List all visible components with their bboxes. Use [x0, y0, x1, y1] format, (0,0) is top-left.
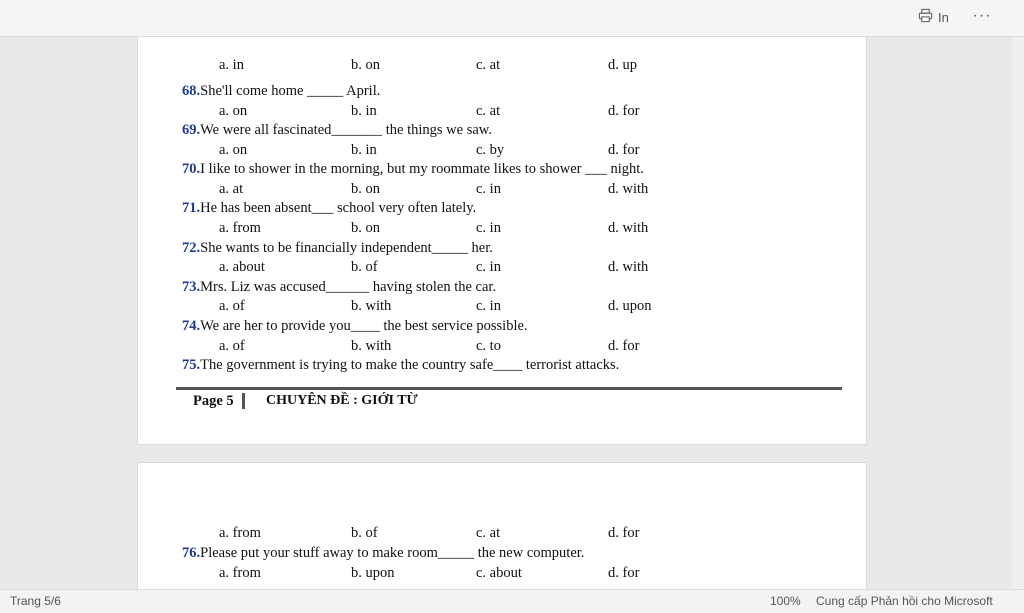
option-d: d. for [608, 103, 640, 119]
option-c: c. in [476, 181, 501, 197]
question-text: She'll come home _____ April. [200, 83, 381, 99]
option-c: c. to [476, 338, 501, 354]
question-text: He has been absent___ school very often lately. [200, 200, 477, 216]
question-73 [182, 277, 496, 297]
document-viewport[interactable] [0, 37, 1012, 589]
question-71 [182, 198, 476, 218]
option-b: b. on [351, 181, 380, 197]
option-a: a. on [219, 142, 248, 158]
option-a: a. from [219, 565, 261, 581]
more-options-button[interactable] [970, 4, 994, 28]
question-number: 68. [182, 83, 201, 99]
option-c: c. at [476, 57, 501, 73]
question-70 [182, 159, 644, 179]
option-c: c. by [476, 142, 505, 158]
question-number: 71. [182, 200, 201, 216]
option-d: d. for [608, 525, 640, 541]
option-b: b. with [351, 298, 392, 314]
option-d: d. for [608, 565, 640, 581]
question-text: The government is trying to make the country safe____ terrorist attacks. [200, 357, 620, 373]
vertical-scrollbar[interactable] [1012, 37, 1024, 589]
option-b: b. on [351, 57, 380, 73]
option-a: a. from [219, 220, 261, 236]
option-b: b. in [351, 103, 377, 119]
question-text: Mrs. Liz was accused______ having stolen the car. [200, 279, 497, 295]
option-b: b. of [351, 525, 378, 541]
option-b: b. in [351, 142, 377, 158]
option-d: d. with [608, 181, 649, 197]
option-d: d. with [608, 259, 649, 275]
question-number: 72. [182, 240, 201, 256]
question-number: 75. [182, 357, 201, 373]
zoom-level[interactable]: 100% [770, 594, 801, 608]
question-text: She wants to be financially independent_____ her. [200, 240, 493, 256]
print-button[interactable] [918, 6, 949, 28]
option-a: a. at [219, 181, 244, 197]
question-69 [182, 120, 492, 140]
question-number: 74. [182, 318, 201, 334]
question-68 [182, 81, 380, 101]
question-number: 70. [182, 161, 201, 177]
question-text: We were all fascinated_______ the things we saw. [200, 122, 492, 138]
option-d: d. for [608, 338, 640, 354]
option-a: a. of [219, 338, 245, 354]
question-72 [182, 238, 493, 258]
option-a: a. about [219, 259, 265, 275]
option-d: d. up [608, 57, 637, 73]
more-horizontal-icon: ··· [972, 7, 992, 24]
option-a: a. on [219, 103, 248, 119]
print-label: In [938, 9, 949, 25]
question-75 [182, 355, 619, 375]
footer-separator [242, 393, 245, 409]
option-c: c. in [476, 259, 501, 275]
question-text: Please put your stuff away to make room_____ the new computer. [200, 545, 585, 561]
option-d: d. with [608, 220, 649, 236]
option-c: c. in [476, 298, 501, 314]
option-b: b. of [351, 259, 378, 275]
question-76 [182, 543, 584, 563]
option-b: b. with [351, 338, 392, 354]
question-number: 73. [182, 279, 201, 295]
option-d: d. for [608, 142, 640, 158]
printer-icon [918, 8, 933, 26]
question-text: We are her to provide you____ the best service possible. [200, 318, 528, 334]
top-toolbar [0, 0, 1024, 37]
option-b: b. on [351, 220, 380, 236]
feedback-link[interactable]: Cung cấp Phản hồi cho Microsoft [816, 594, 993, 608]
option-b: b. upon [351, 565, 395, 581]
question-text: I like to shower in the morning, but my roommate likes to shower ___ night. [200, 161, 644, 177]
option-d: d. upon [608, 298, 652, 314]
footer-topic: CHUYÊN ĐỀ : GIỚI TỪ [266, 393, 418, 408]
question-74 [182, 316, 528, 336]
question-number: 76. [182, 545, 201, 561]
option-a: a. in [219, 57, 244, 73]
status-bar [0, 589, 1024, 613]
question-number: 69. [182, 122, 201, 138]
option-c: c. in [476, 220, 501, 236]
option-a: a. from [219, 525, 261, 541]
option-c: c. at [476, 525, 501, 541]
document-page-6 [137, 462, 867, 589]
footer-page-number: Page 5 [193, 393, 234, 409]
option-c: c. about [476, 565, 522, 581]
option-c: c. at [476, 103, 501, 119]
option-a: a. of [219, 298, 245, 314]
document-page-5 [137, 37, 867, 445]
page-indicator: Trang 5/6 [10, 594, 61, 608]
